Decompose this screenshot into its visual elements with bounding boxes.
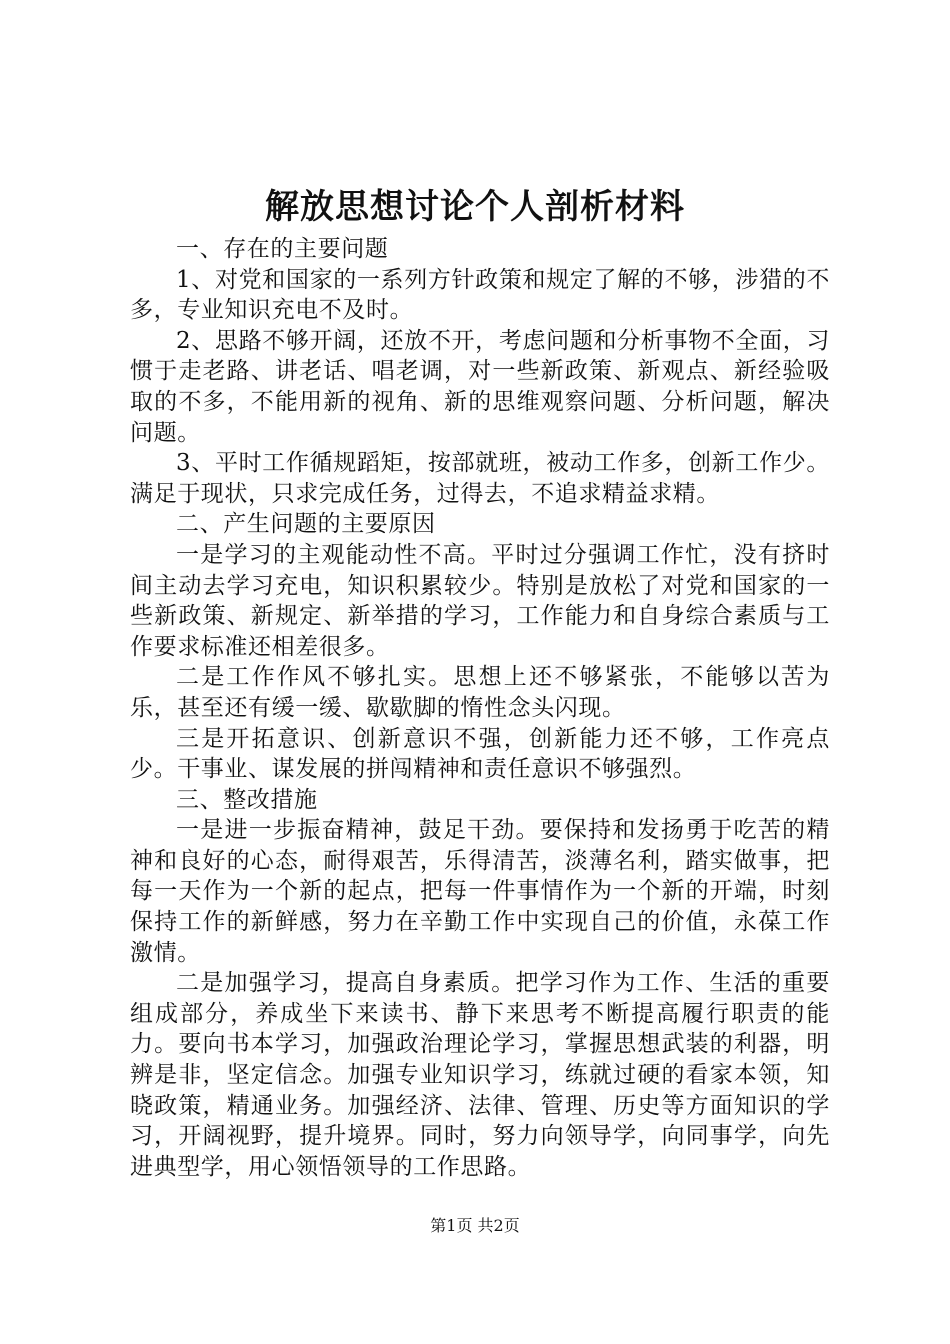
paragraph-problem-2: 2、思路不够开阔，还放不开，考虑问题和分析事物不全面，习惯于走老路、讲老话、唱老调，对一些新政策、新观点、新经验吸取的不多，不能用新的视角、新的思维观察问题、分析问题，解决问题。 xyxy=(130,327,830,446)
paragraph-problem-3: 3、平时工作循规蹈矩，按部就班，被动工作多，创新工作少。满足于现状，只求完成任务，过得去，不追求精益求精。 xyxy=(130,450,830,507)
paragraph-cause-2: 二是工作作风不够扎实。思想上还不够紧张，不能够以苦为乐，甚至还有缓一缓、歇歇脚的惰性念头闪现。 xyxy=(130,664,830,721)
section-heading-measures: 三、整改措施 xyxy=(176,786,318,813)
paragraph-cause-1: 一是学习的主观能动性不高。平时过分强调工作忙，没有挤时间主动去学习充电，知识积累较少。特别是放松了对党和国家的一些新政策、新规定、新举措的学习，工作能力和自身综合素质与工作要求标准还相差很多。 xyxy=(130,541,830,660)
document-body xyxy=(130,234,830,1182)
paragraph-measure-2: 二是加强学习，提高自身素质。把学习作为工作、生活的重要组成部分，养成坐下来读书、静下来思考不断提高履行职责的能力。要向书本学习，加强政治理论学习，掌握思想武装的利器，明辨是非，坚定信念。加强专业知识学习，练就过硬的看家本领，知晓政策，精通业务。加强经济、法律、管理、历史等方面知识的学习，开阔视野，提升境界。同时，努力向领导学，向同事学，向先进典型学，用心领悟领导的工作思路。 xyxy=(130,970,830,1180)
paragraph-measure-1: 一是进一步振奋精神，鼓足干劲。要保持和发扬勇于吃苦的精神和良好的心态，耐得艰苦，乐得清苦，淡薄名利，踏实做事，把每一天作为一个新的起点，把每一件事情作为一个新的开端，时刻保持工作的新鲜感，努力在辛勤工作中实现自己的价值，永葆工作激情。 xyxy=(130,817,830,966)
paragraph-problem-1: 1、对党和国家的一系列方针政策和规定了解的不够，涉猎的不多，专业知识充电不及时。 xyxy=(130,266,830,324)
section-heading-problems: 一、存在的主要问题 xyxy=(176,236,389,262)
section-heading-causes: 二、产生问题的主要原因 xyxy=(176,511,436,538)
paragraph-cause-3: 三是开拓意识、创新意识不强，创新能力还不够，工作亮点少。干事业、谋发展的拼闯精神和责任意识不够强烈。 xyxy=(130,725,830,783)
page-number-footer: 第1页 共2页 xyxy=(430,1216,520,1235)
document-title: 解放思想讨论个人剖析材料 xyxy=(265,187,685,227)
